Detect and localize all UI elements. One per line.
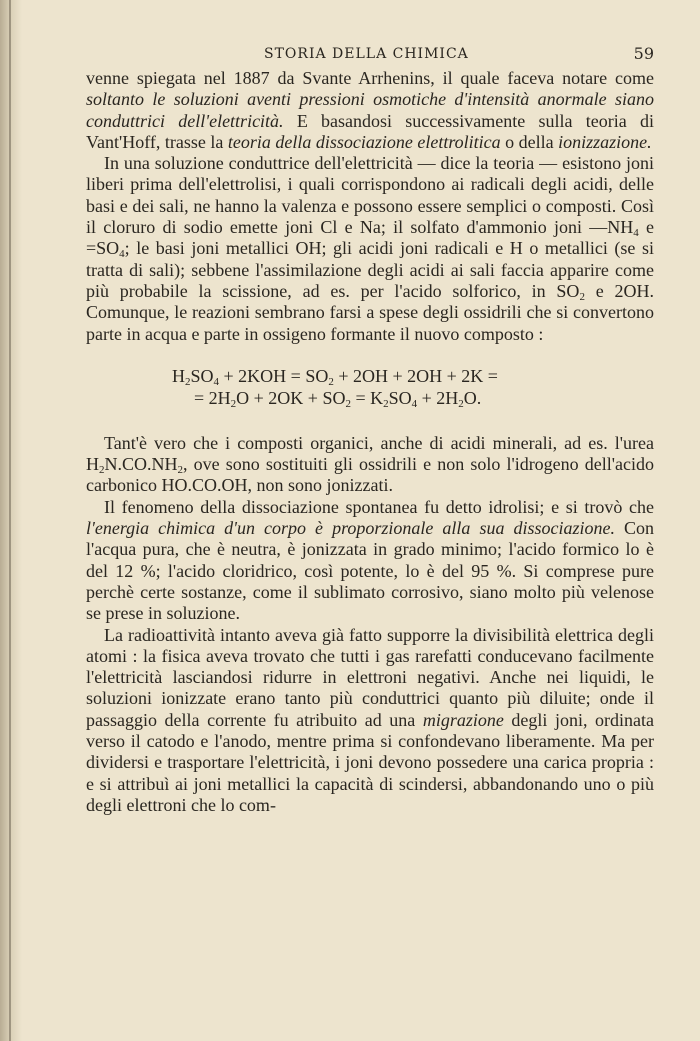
body-text [86, 68, 654, 345]
eq1-d: + 2OH + 2OH + 2K = [333, 365, 498, 386]
eq1-sub-3: 2 [328, 375, 334, 388]
eq2-sub-5: 2 [458, 397, 464, 410]
eq2-sub-1: 2 [230, 397, 237, 410]
book-binding-edge [9, 0, 11, 1041]
eq1-a: H [172, 365, 185, 386]
paragraph-1-text-a: venne spiegata nel 1887 da Svante Arrhenins, il quale faceva notare come [86, 68, 654, 88]
book-gutter-shadow [0, 0, 22, 1041]
book-page [86, 44, 654, 816]
paragraph-5 [86, 625, 654, 817]
paragraph-3-text-3: , ove sono sostituiti gli ossidrili e non solo l'idrogeno dell'acido carbonico HO.CO.OH, non sono jonizzati. [86, 454, 654, 496]
eq2-d: SO [388, 387, 412, 408]
paragraph-5-text-a: La radioattività intanto aveva già fatto supporre la divisibilità elettrica degli atomi : la fisica aveva trovato che tutti i gas rarefatti conducevano facilmente l'elettricità lasciandosi ridurre in elettroni negativi. Anche nei liquidi, le soluzioni ionizzate erano tanto più conduttrici quanto più diluite; onde il passaggio della corrente fu atribuito ad una [86, 624, 654, 730]
paragraph-3-text-2: N.CO.NH [104, 454, 178, 475]
paragraph-2 [86, 153, 654, 345]
eq2-f: O. [463, 387, 482, 408]
paragraph-2-text-4: e 2OH. Comunque, le reazioni sembrano farsi a spese degli ossidrili che si convertono parte in acqua e parte in ossigeno formante il nuovo composto : [86, 280, 654, 344]
paragraph-4 [86, 497, 654, 625]
paragraph-4-text-a: Il fenomeno della dissociazione spontanea fu detto idrolisi; e si trovò che [104, 496, 654, 517]
eq1-sub-2: 4 [213, 375, 220, 388]
paragraph-3-text-1: Tant'è vero che i composti organici, anche di acidi minerali, ad es. l'urea H [86, 432, 654, 475]
paragraph-2-sub-2: 4 [119, 248, 125, 261]
paragraph-2-text-3: ; le basi joni metallici OH; gli acidi joni radicali e H o metallici (se si tratta di sali); sebbene l'assimilazione degli acidi ai sali faccia apparire come più probabile la scissione, ad es. per l'acido solforico, in SO [86, 238, 654, 301]
paragraph-4-italic-b: l'energia chimica d'un corpo è proporzionale alla sua dissociazione. [86, 518, 615, 539]
paragraph-2-sub-3: 2 [579, 290, 585, 303]
eq2-sub-4: 4 [411, 397, 418, 410]
paragraph-3-sub-2: 2 [177, 464, 184, 477]
eq1-b: SO [190, 365, 214, 386]
body-text-continued [86, 433, 654, 816]
eq2-sub-2: 2 [345, 397, 351, 410]
paragraph-1-italic-d: teoria della dissociazione elettrolitica [227, 131, 501, 152]
paragraph-3 [86, 433, 654, 497]
paragraph-1-italic-f: ionizzazione. [558, 131, 652, 152]
paragraph-1-text-c: E basandosi successivamente sulla teoria di Vant'Hoff, trasse la [86, 110, 654, 152]
equation-line-2 [86, 387, 654, 409]
chemical-equation [86, 365, 654, 409]
paragraph-2-text-1: In una soluzione conduttrice dell'elettricità — dice la teoria — esistono joni liberi prima dell'elettrolisi, i quali corrispondono ai radicali degli acidi, delle basi e dei sali, ne hanno la valenza e possono essere semplici o composti. Così il cloruro di sodio emette joni Cl e Na; il solfato d'ammonio joni —NH [86, 153, 654, 238]
page-number: 59 [633, 44, 654, 63]
paragraph-2-text-2: e =SO [86, 217, 654, 259]
paragraph-3-sub-1: 2 [99, 464, 105, 477]
paragraph-2-sub-1: 4 [633, 227, 639, 240]
eq2-c: = K [350, 387, 384, 408]
equation-line-1 [86, 365, 654, 387]
paragraph-5-text-c: degli joni, ordinata verso il catodo e l'anodo, mentre prima si confondevano liberamente. Ma per dividersi e trasportare l'elettricità, i joni devono possedere una carica propria : e si attribuì ai joni metallici la capacità di scindersi, abbandonando uno o più degli elettroni che lo com- [86, 709, 655, 815]
eq2-sub-3: 2 [383, 397, 389, 410]
eq2-e: + 2H [417, 387, 459, 408]
paragraph-4-text-c: Con l'acqua pura, che è neutra, è jonizzata in grado minimo; l'acido formico lo è del 12 %; l'acido cloridrico, così potente, lo è del 95 %. Si comprese pure perchè certe sostanze, come il sublimato corrosivo, siano molto più velenose se prese in soluzione. [86, 518, 654, 624]
paragraph-1-text-e: o della [500, 131, 559, 152]
paragraph-5-italic-b: migrazione [422, 709, 504, 730]
eq2-b: O + 2OK + SO [236, 387, 346, 408]
paragraph-1 [86, 68, 654, 153]
eq1-c: + 2KOH = SO [219, 365, 329, 386]
eq2-a: = 2H [194, 387, 231, 408]
paragraph-1-italic-b: soltanto le soluzioni aventi pressioni osmotiche d'intensità anormale siano conduttrici dell'elettricità. [86, 89, 654, 131]
page-header [86, 44, 654, 68]
eq1-sub-1: 2 [185, 375, 191, 388]
running-head: STORIA DELLA CHIMICA [264, 46, 469, 62]
